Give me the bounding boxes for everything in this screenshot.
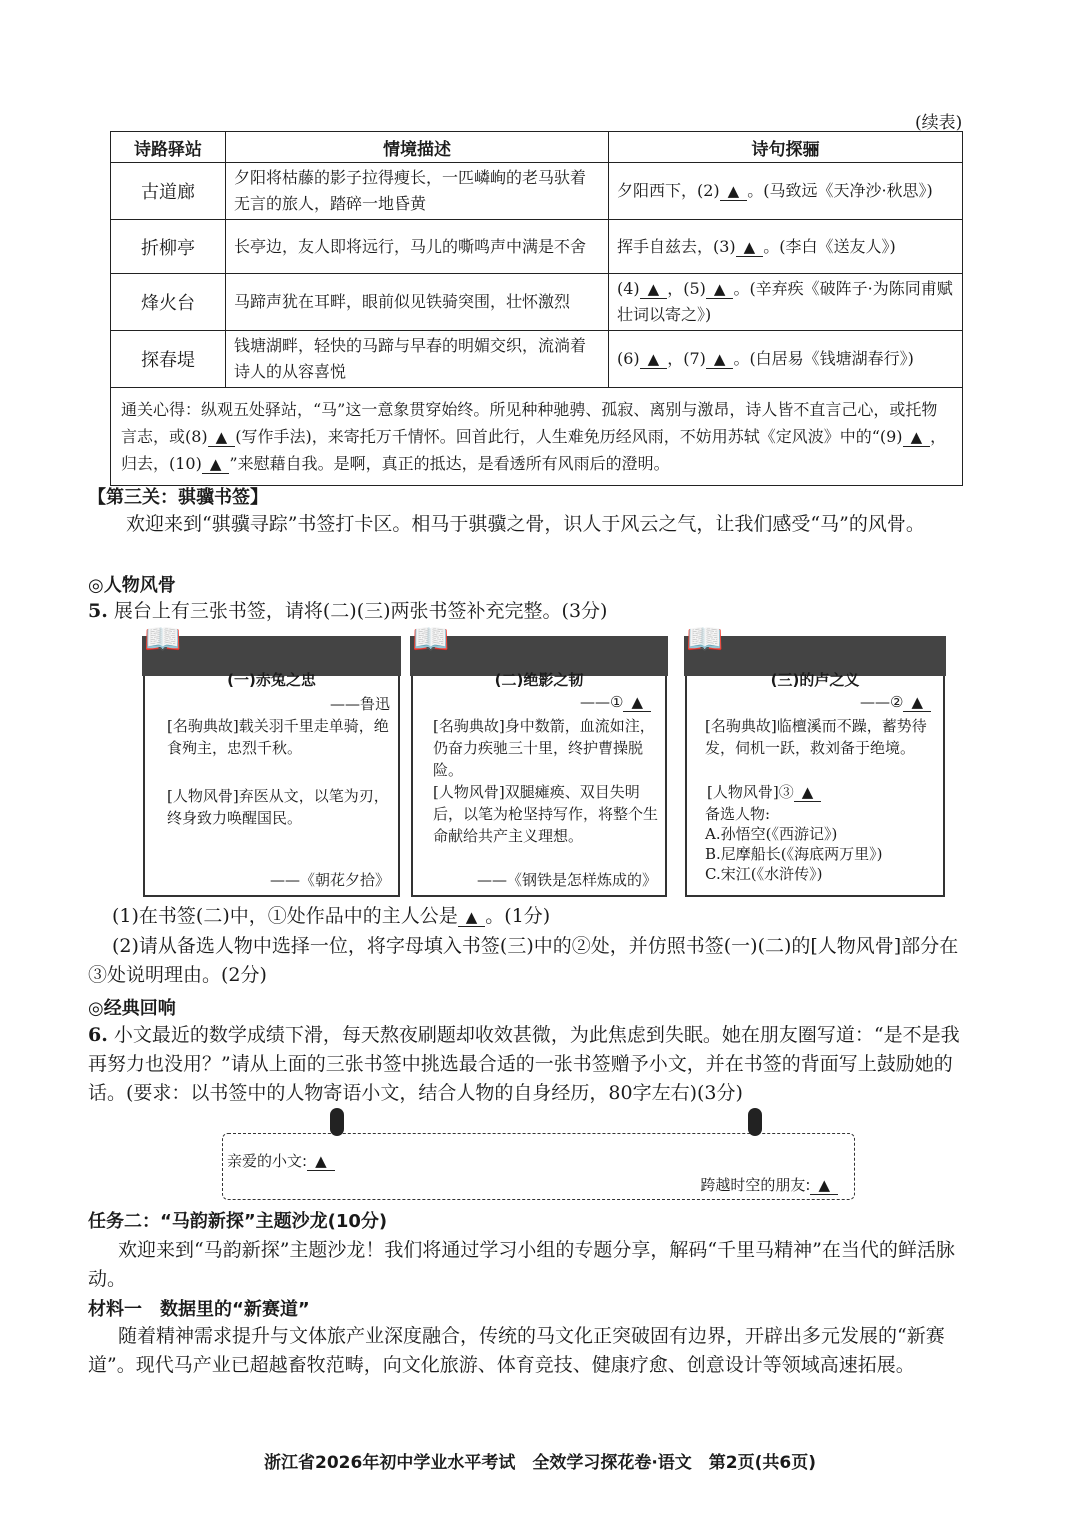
sign-text: 跨越时空的朋友: (700, 1176, 811, 1194)
poem-source: 。(马致远《天净沙·秋思》) (747, 181, 933, 200)
station-name: 古道廊 (111, 163, 226, 220)
poem-text: (4) (617, 279, 640, 298)
question-5-1 (112, 902, 550, 931)
poem-cell (609, 331, 963, 388)
bookmark-title: (一)赤兔之忠 (227, 671, 316, 689)
note-text: ，归去，(10) (121, 427, 947, 473)
answer-blank[interactable]: ▲ (623, 693, 651, 712)
poem-source: 。(白居易《钱塘湖春行》) (733, 349, 914, 368)
answer-blank[interactable]: ▲ (307, 1152, 335, 1171)
poem-cell (609, 220, 963, 274)
bookmark-author (580, 691, 651, 713)
card-sign (700, 1174, 838, 1195)
question-6 (88, 1021, 976, 1108)
station-name: 探春堤 (111, 331, 226, 388)
station-name: 烽火台 (111, 274, 226, 331)
material-text: 随着精神需求提升与文体旅产业深度融合，传统的马文化正突破固有边界，开辟出多元发展的“新赛道”。现代马产业已超越畜牧范畴，向文化旅游、体育竞技、健康疗愈、创意设计等领域高速拓展。 (88, 1325, 945, 1376)
poem-source: 。(李白《送友人》) (763, 236, 896, 256)
table-row (111, 331, 963, 388)
poem-text: 夕阳西下，(2) (617, 181, 720, 200)
poem-source: 。(辛弃疾《破阵子·为陈同甫赋壮词以寄之》) (617, 279, 953, 324)
bookmark-source: ——《朝花夕拾》 (269, 871, 390, 889)
section3-title: 【第三关：骐骥书签】 (88, 487, 268, 508)
bookmark-spirit (707, 781, 821, 803)
bookmark-source: ——《钢铁是怎样炼成的》 (476, 871, 657, 889)
bookmark-spirit: [人物风骨]弃医从文，以笔为刃，终身致力唤醒国民。 (167, 787, 389, 827)
answer-blank[interactable]: ▲ (903, 428, 931, 447)
question-text: (1)在书签(二)中，①处作品中的主人公是 (112, 905, 458, 927)
answer-blank[interactable]: ▲ (720, 182, 748, 201)
note-text: ”来慰藉自我。是啊，真正的抵达，是看透所有风雨后的澄明。 (229, 454, 670, 473)
answer-blank[interactable]: ▲ (458, 908, 486, 927)
note-text: 通关心得：纵观五处驿站，“马”这一意象贯穿始终。所见种种驰骋、孤寂、离别与激昂，诗人皆不直言己心，或托物言志，或(8) (121, 400, 938, 446)
bookmark-title: (三)的卢之义 (770, 671, 860, 689)
scene-desc: 钱塘湖畔，轻快的马蹄与早春的明媚交织，流淌着诗人的从容喜悦 (226, 331, 609, 388)
spirit-text: [人物风骨]③ (707, 783, 794, 801)
answer-blank[interactable]: ▲ (202, 455, 230, 474)
bookmark-3 (685, 622, 945, 897)
task2-title: 任务二：“马韵新探”主题沙龙(10分) (88, 1211, 388, 1232)
candidate-c: C.宋江(《水浒传》) (705, 865, 823, 883)
pass-note (111, 388, 963, 486)
question-number: 6. (88, 1024, 108, 1046)
page-footer: 浙江省2026年初中学业水平考试 全效学习探花卷·语文 第2页(共6页) (264, 1453, 816, 1473)
author-text: ——② (860, 693, 904, 711)
answer-blank[interactable]: ▲ (706, 280, 734, 299)
task2-intro: 欢迎来到“马韵新探”主题沙龙！我们将通过学习小组的专题分享，解码“千里马精神”在当代的鲜活脉动。 (88, 1239, 955, 1290)
section3-intro: 欢迎来到“骐骥寻踪”书签打卡区。相马于骐骥之骨，识人于风云之气，让我们感受“马”的风骨。 (126, 513, 925, 535)
question-text: 。(1分) (485, 905, 551, 927)
book-icon: 📖 (144, 622, 182, 657)
bookmark-story: [名驹典故]临檀溪而不躁，蓄势待发，伺机一跃，救刘备于绝境。 (705, 717, 927, 757)
poem-text: 挥手自兹去，(3) (617, 236, 736, 256)
header-station: 诗路驿站 (111, 132, 226, 163)
bookmark-author (860, 691, 931, 713)
author-text: ——① (580, 693, 624, 711)
book-icon: 📖 (686, 622, 724, 657)
scene-desc: 马蹄声犹在耳畔，眼前似见铁骑突围，壮怀激烈 (226, 274, 609, 331)
poem-text: ，(5) (667, 279, 706, 298)
table-note-row (111, 388, 963, 486)
question-text: 小文最近的数学成绩下滑，每天熬夜刷题却收效甚微，为此焦虑到失眠。她在朋友圈写道：“是不是我再努力也没用？”请从上面的三张书签中挑选最合适的一张书签赠予小文，并在书签的背面写上鼓励她的话。(要求：以书签中的人物寄语小文，结合人物的自身经历，80字左右)(3分) (88, 1024, 960, 1104)
bookmark-title: (二)绝影之韧 (494, 671, 584, 689)
subheading-figure: ◎人物风骨 (88, 575, 176, 596)
poem-table (110, 131, 963, 486)
question-text: 展台上有三张书签，请将(二)(三)两张书签补充完整。(3分) (113, 600, 608, 622)
answer-blank[interactable]: ▲ (810, 1176, 838, 1195)
scene-desc: 夕阳将枯藤的影子拉得瘦长，一匹嶙峋的老马驮着无言的旅人，踏碎一地昏黄 (226, 163, 609, 220)
header-poem: 诗句探骊 (609, 132, 963, 163)
poem-text: (6) (617, 349, 640, 368)
greeting-text: 亲爱的小文: (227, 1152, 308, 1170)
candidate-label: 备选人物: (705, 805, 771, 823)
scene-desc: 长亭边，友人即将远行，马儿的嘶鸣声中满是不舍 (226, 220, 609, 274)
table-row (111, 220, 963, 274)
poem-cell (609, 163, 963, 220)
question-number: 5. (88, 600, 108, 622)
answer-blank[interactable]: ▲ (640, 280, 668, 299)
station-name: 折柳亭 (111, 220, 226, 274)
bookmark-spirit: [人物风骨]双腿瘫痪、双目失明后，以笔为枪坚持写作，将整个生命献给共产主义理想。 (433, 783, 659, 845)
continued-label: (续表) (915, 113, 963, 133)
note-text: (写作手法)，来寄托万千情怀。回首此行，人生难免历经风雨，不妨用苏轼《定风波》中的“(9) (235, 427, 903, 446)
table-row (111, 274, 963, 331)
bookmark-story: [名驹典故]载关羽千里走单骑，绝食殉主，忠烈千秋。 (167, 717, 389, 757)
subheading-classic: ◎经典回响 (88, 998, 176, 1019)
candidate-a: A.孙悟空(《西游记》) (705, 825, 838, 843)
candidate-b: B.尼摩船长(《海底两万里》) (705, 845, 883, 863)
answer-blank[interactable]: ▲ (903, 693, 931, 712)
book-icon: 📖 (412, 622, 450, 657)
table-header (111, 132, 963, 163)
card-pin (330, 1108, 344, 1136)
bookmark-story: [名驹典故]身中数箭，血流如注，仍奋力疾驰三十里，终护曹操脱险。 (433, 717, 655, 779)
answer-card (222, 1133, 855, 1200)
question-5-2: (2)请从备选人物中选择一位，将字母填入书签(三)中的②处，并仿照书签(一)(二)的[人物风骨]部分在③处说明理由。(2分) (88, 935, 959, 986)
card-pin (748, 1108, 762, 1136)
answer-blank[interactable]: ▲ (794, 783, 822, 802)
answer-blank[interactable]: ▲ (736, 238, 764, 257)
answer-blank[interactable]: ▲ (706, 350, 734, 369)
answer-blank[interactable]: ▲ (640, 350, 668, 369)
material-title: 材料一 数据里的“新赛道” (88, 1299, 310, 1320)
header-desc: 情境描述 (226, 132, 609, 163)
answer-blank[interactable]: ▲ (208, 428, 236, 447)
bookmark-1 (143, 622, 400, 897)
bookmark-2 (411, 622, 667, 897)
poem-text: ，(7) (667, 349, 706, 368)
poem-cell (609, 274, 963, 331)
table-row (111, 163, 963, 220)
card-greeting (227, 1150, 335, 1171)
bookmark-author: ——鲁迅 (329, 695, 390, 713)
